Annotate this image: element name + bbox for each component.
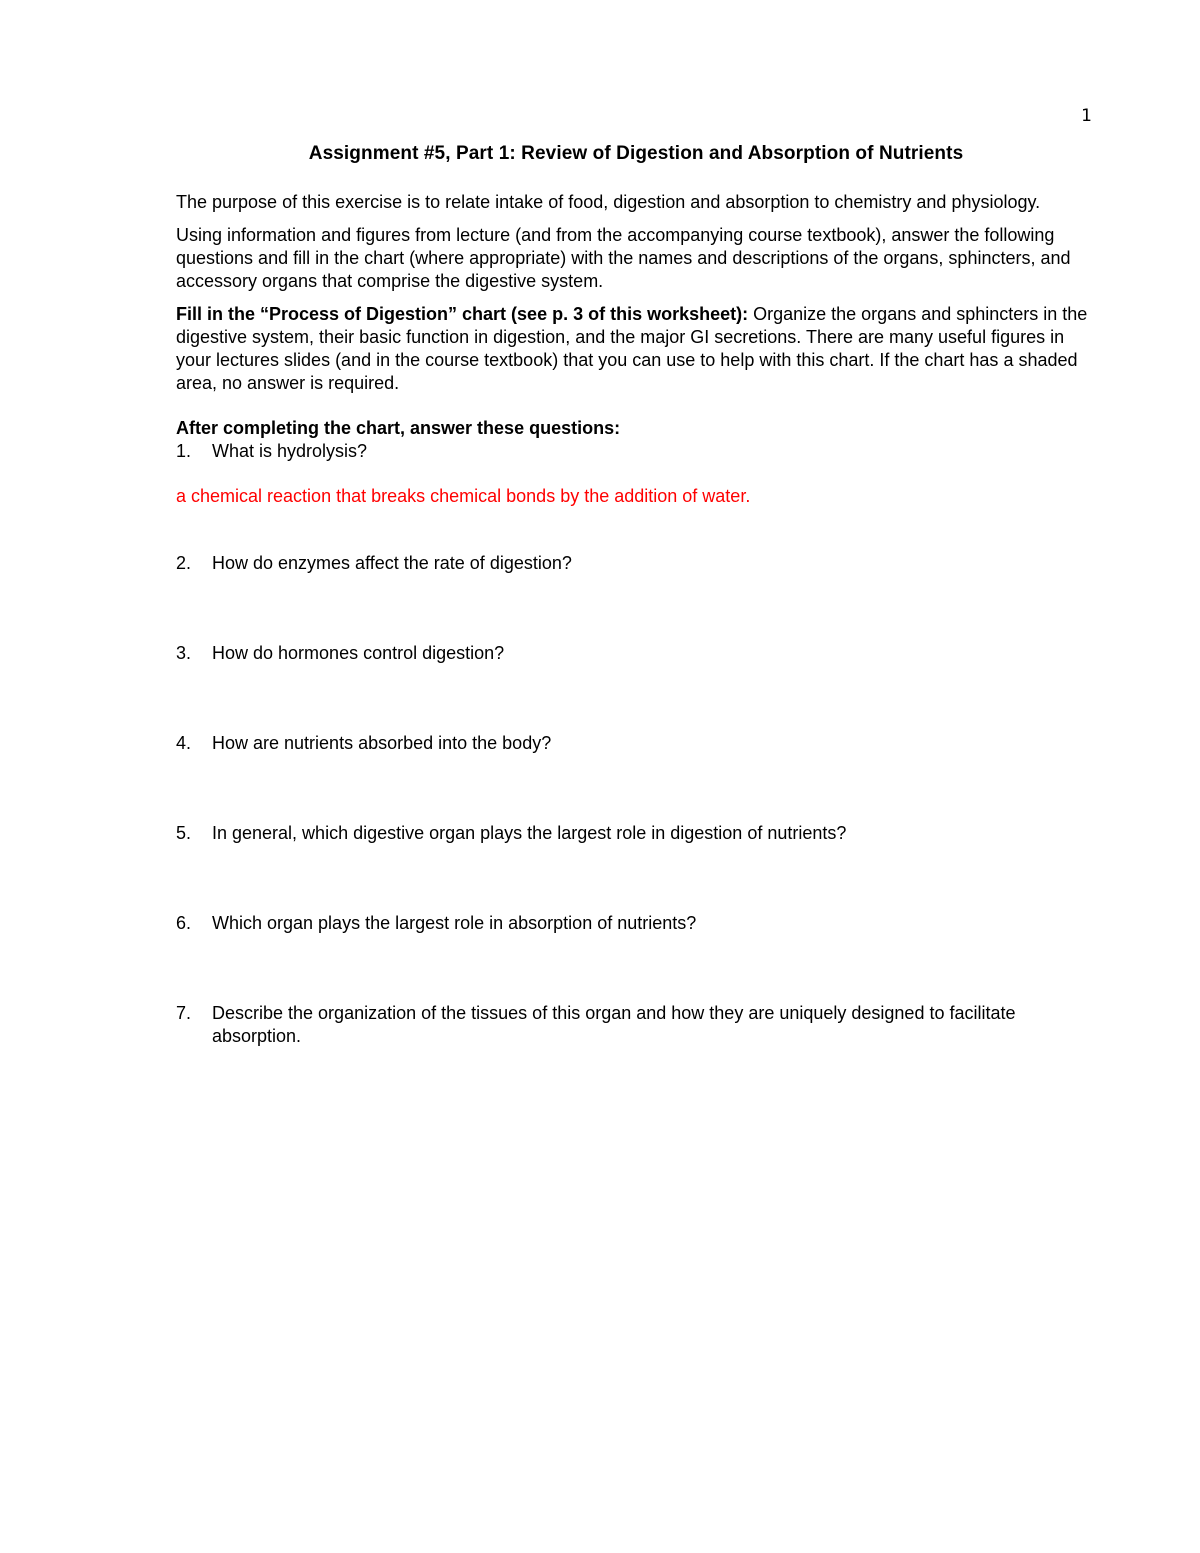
page-number: 1 [1081, 106, 1092, 126]
question-text: Which organ plays the largest role in absorption of nutrients? [212, 913, 697, 933]
instructions-paragraph: Using information and figures from lecture (and from the accompanying course textbook), answer the following questions and fill in the chart (where appropriate) with the names and descriptions of the organs, sphincters, and accessory organs that comprise the digestive system. [176, 225, 1071, 291]
question-5 [176, 822, 1096, 845]
chart-instructions-heading: Fill in the “Process of Digestion” chart (see p. 3 of this worksheet): [176, 304, 749, 324]
answer-1: a chemical reaction that breaks chemical bonds by the addition of water. [176, 486, 751, 506]
questions-heading: After completing the chart, answer these questions: [176, 418, 621, 438]
question-3 [176, 642, 1096, 665]
document-body [176, 141, 1096, 1048]
question-2 [176, 552, 1096, 575]
question-text: What is hydrolysis? [212, 441, 368, 461]
chart-instructions-paragraph [176, 303, 1096, 395]
question-number: 3. [176, 643, 192, 663]
question-number: 4. [176, 733, 192, 753]
question-number: 2. [176, 553, 192, 573]
question-text: In general, which digestive organ plays the largest role in digestion of nutrients? [212, 823, 847, 843]
question-1 [176, 440, 1096, 463]
question-text: How are nutrients absorbed into the body? [212, 733, 552, 753]
chart-instructions-text: Organize the organs and sphincters in the digestive system, their basic function in digestion, and the major GI secretions. There are many useful figures in your lectures slides (and in the course textbook) that you can use to help with this chart. If the chart has a shaded area, no answer is required. [176, 304, 1088, 393]
question-text: Describe the organization of the tissues of this organ and how they are uniquely designed to facilitate absorption. [212, 1003, 1016, 1046]
question-text: How do enzymes affect the rate of digestion? [212, 553, 572, 573]
question-7 [176, 1002, 1096, 1048]
question-6 [176, 912, 1096, 935]
document-title: Assignment #5, Part 1: Review of Digestion and Absorption of Nutrients [308, 143, 964, 164]
purpose-paragraph: The purpose of this exercise is to relate intake of food, digestion and absorption to chemistry and physiology. [176, 192, 1041, 212]
question-number: 5. [176, 823, 192, 843]
question-number: 7. [176, 1003, 192, 1023]
question-number: 1. [176, 441, 192, 461]
question-number: 6. [176, 913, 192, 933]
question-4 [176, 732, 1096, 755]
question-text: How do hormones control digestion? [212, 643, 505, 663]
